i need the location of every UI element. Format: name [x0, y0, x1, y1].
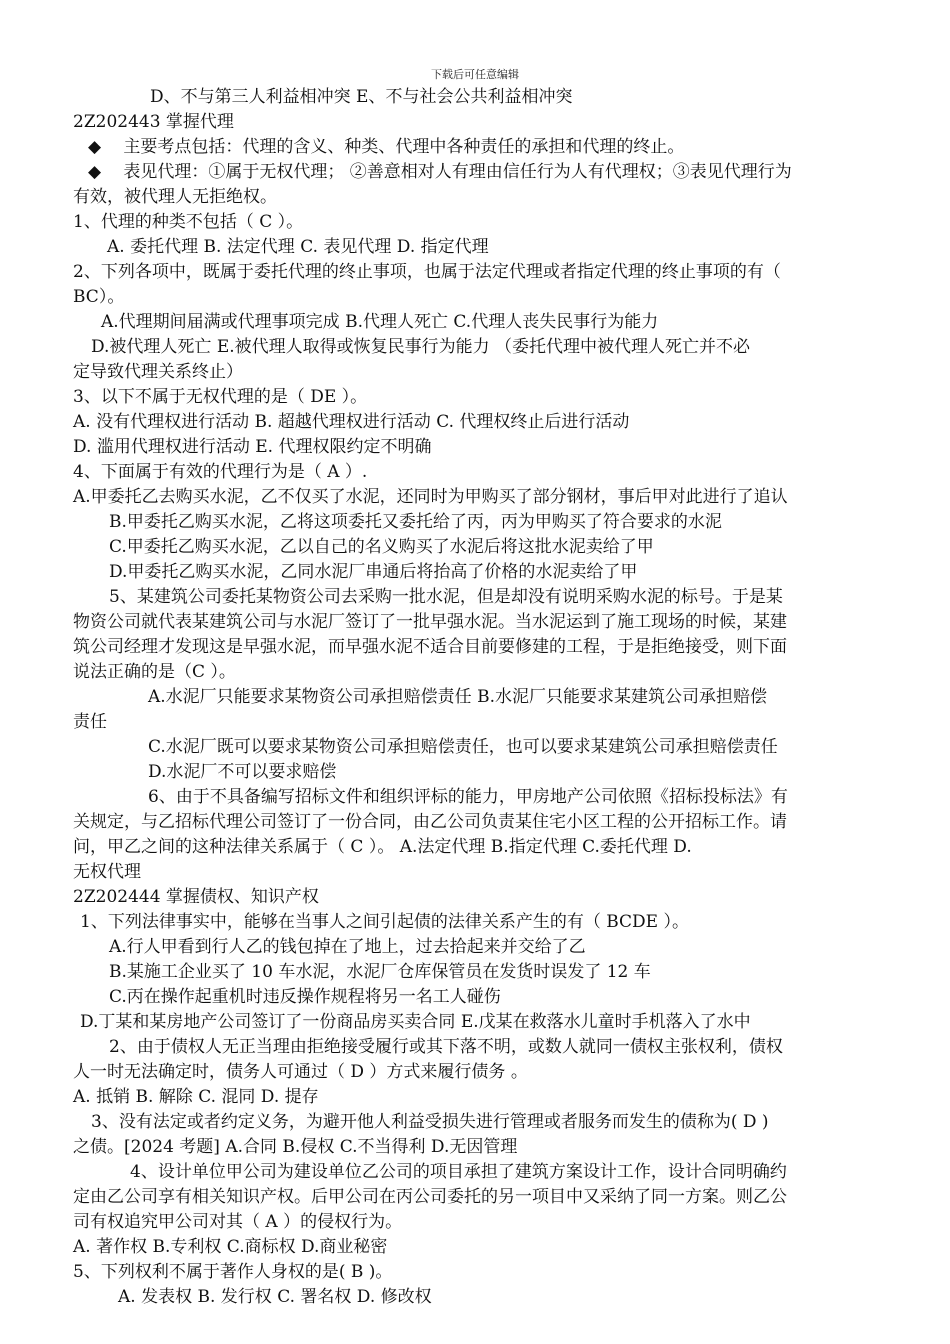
line-text: C.水泥厂既可以要求某物资公司承担赔偿责任，也可以要求某建筑公司承担赔偿责任	[148, 737, 778, 757]
line-text: 表见代理：①属于无权代理； ②善意相对人有理由信任行为人有代理权；③表见代理行为	[118, 162, 792, 182]
text-line	[118, 1287, 432, 1307]
line-text: B.某施工企业买了 10 车水泥，水泥厂仓库保管员在发货时误发了 12 车	[109, 962, 651, 982]
text-line	[109, 562, 637, 582]
line-text: C.甲委托乙购买水泥，乙以自己的名义购买了水泥后将这批水泥卖给了甲	[109, 537, 654, 557]
text-line	[109, 987, 501, 1007]
text-line	[73, 1062, 528, 1082]
line-text: 4、下面属于有效的代理行为是（ A ）.	[73, 462, 368, 482]
text-line	[73, 1237, 387, 1257]
line-text: 2Z202443 掌握代理	[73, 112, 234, 132]
line-text: 3、以下不属于无权代理的是（ DE ）。	[73, 387, 368, 407]
line-text: D. 滥用代理权进行活动 E. 代理权限约定不明确	[73, 437, 432, 457]
line-text: D、不与第三人利益相冲突 E、不与社会公共利益相冲突	[150, 87, 573, 107]
text-line	[73, 287, 124, 307]
text-line	[73, 212, 303, 232]
text-line	[73, 887, 319, 907]
line-text: 定由乙公司享有相关知识产权。后甲公司在丙公司委托的另一项目中又采纳了同一方案。则乙公	[73, 1187, 787, 1207]
line-text: 司有权追究甲公司对其（ A ）的侵权行为。	[73, 1212, 403, 1232]
line-text: 无权代理	[73, 862, 141, 882]
text-line	[73, 437, 431, 457]
text-line	[73, 862, 141, 882]
text-line	[73, 812, 787, 832]
line-text: A.水泥厂只能要求某物资公司承担赔偿责任 B.水泥厂只能要求某建筑公司承担赔偿	[148, 687, 767, 707]
text-line	[148, 762, 336, 782]
text-line	[73, 487, 788, 507]
text-line	[73, 112, 234, 132]
text-line	[107, 237, 489, 257]
text-line	[109, 537, 654, 557]
text-line	[73, 1087, 319, 1107]
text-line	[91, 1112, 769, 1132]
line-text: A.甲委托乙去购买水泥，乙不仅买了水泥，还同时为甲购买了部分钢材，事后甲对此进行了追认	[73, 487, 788, 507]
line-text: 主要考点包括：代理的含义、种类、代理中各种责任的承担和代理的终止。	[118, 137, 685, 157]
line-text: A. 著作权 B.专利权 C.商标权 D.商业秘密	[73, 1237, 388, 1257]
bullet-icon: ◆	[88, 162, 102, 182]
text-line	[101, 312, 658, 332]
bullet-icon: ◆	[88, 137, 102, 157]
line-text: C.丙在操作起重机时违反操作规程将另一名工人碰伤	[109, 987, 501, 1007]
line-text: 2、由于债权人无正当理由拒绝接受履行或其下落不明，或数人就同一债权主张权利，债权	[109, 1037, 783, 1057]
text-line	[148, 687, 767, 707]
line-text: 4、设计单位甲公司为建设单位乙公司的项目承担了建筑方案设计工作，设计合同明确约	[130, 1162, 787, 1182]
line-text: 6、由于不具备编写招标文件和组织评标的能力，甲房地产公司依照《招标投标法》有	[148, 787, 788, 807]
line-text: A.行人甲看到行人乙的钱包掉在了地上，过去拾起来并交给了乙	[109, 937, 586, 957]
line-text: A.代理期间届满或代理事项完成 B.代理人死亡 C.代理人丧失民事行为能力	[101, 312, 659, 332]
line-text: BC）。	[73, 287, 125, 307]
line-text: B.甲委托乙购买水泥，乙将这项委托又委托给了丙，丙为甲购买了符合要求的水泥	[109, 512, 722, 532]
text-line	[109, 512, 722, 532]
text-line	[80, 1012, 751, 1032]
text-line	[73, 612, 787, 632]
line-text: A. 没有代理权进行活动 B. 超越代理权进行活动 C. 代理权终止后进行活动	[73, 412, 630, 432]
text-line	[130, 1162, 787, 1182]
line-text: 2Z202444 掌握债权、知识产权	[73, 887, 319, 907]
line-text: 人一时无法确定时，债务人可通过（ D ）方式来履行债务 。	[73, 1062, 528, 1082]
text-line	[88, 137, 684, 157]
line-text: 物资公司就代表某建筑公司与水泥厂签订了一批早强水泥。当水泥运到了施工现场的时候，某建	[73, 612, 787, 632]
page-header: 下载后可任意编辑	[431, 68, 519, 81]
line-text: 筑公司经理才发现这是早强水泥，而早强水泥不适合目前要修建的工程，于是拒绝接受，则下面	[73, 637, 787, 657]
line-text: 1、代理的种类不包括（ C ）。	[73, 212, 304, 232]
text-line	[148, 787, 788, 807]
text-line	[73, 262, 781, 282]
text-line	[88, 162, 792, 182]
line-text: D.甲委托乙购买水泥，乙同水泥厂串通后将抬高了价格的水泥卖给了甲	[109, 562, 638, 582]
line-text: 说法正确的是（C ）。	[73, 662, 236, 682]
line-text: A. 委托代理 B. 法定代理 C. 表见代理 D. 指定代理	[107, 237, 489, 257]
text-line	[73, 1212, 402, 1232]
text-line	[73, 662, 236, 682]
text-line	[73, 412, 629, 432]
line-text: 5、下列权利不属于著作人身权的是( B )。	[73, 1262, 393, 1282]
text-line	[73, 387, 367, 407]
text-line	[73, 1137, 517, 1157]
text-line	[150, 87, 572, 107]
text-line	[73, 362, 243, 382]
line-text: 1、下列法律事实中，能够在当事人之间引起债的法律关系产生的有（ BCDE ）。	[80, 912, 689, 932]
line-text: 有效，被代理人无拒绝权。	[73, 187, 277, 207]
line-text: 之债。[2024 考题] A.合同 B.侵权 C.不当得利 D.无因管理	[73, 1137, 518, 1157]
text-line	[109, 587, 783, 607]
text-line	[148, 737, 778, 757]
line-text: 定导致代理关系终止）	[73, 362, 243, 382]
text-line	[73, 1187, 787, 1207]
text-line	[91, 337, 750, 357]
line-text: 问，甲乙之间的这种法律关系属于（ C ）。 A.法定代理 B.指定代理 C.委托代理 D.	[73, 837, 692, 857]
text-line	[109, 962, 651, 982]
text-line	[73, 712, 107, 732]
line-text: 3、没有法定或者约定义务，为避开他人利益受损失进行管理或者服务而发生的债称为( D )	[91, 1112, 769, 1132]
text-line	[80, 912, 689, 932]
line-text: D.被代理人死亡 E.被代理人取得或恢复民事行为能力 （委托代理中被代理人死亡并不必	[91, 337, 751, 357]
text-line	[73, 837, 692, 857]
text-line	[73, 462, 367, 482]
line-text: 2、下列各项中，既属于委托代理的终止事项，也属于法定代理或者指定代理的终止事项的有（	[73, 262, 781, 282]
line-text: A. 抵销 B. 解除 C. 混同 D. 提存	[73, 1087, 319, 1107]
text-line	[73, 1262, 392, 1282]
line-text: 关规定，与乙招标代理公司签订了一份合同，由乙公司负责某住宅小区工程的公开招标工作。请	[73, 812, 787, 832]
text-line	[109, 1037, 783, 1057]
line-text: A. 发表权 B. 发行权 C. 署名权 D. 修改权	[118, 1287, 432, 1307]
line-text: D.水泥厂不可以要求赔偿	[148, 762, 337, 782]
line-text: D.丁某和某房地产公司签订了一份商品房买卖合同 E.戊某在救落水儿童时手机落入了水中	[80, 1012, 751, 1032]
text-line	[73, 187, 277, 207]
line-text: 责任	[73, 712, 107, 732]
text-line	[73, 637, 787, 657]
line-text: 5、某建筑公司委托某物资公司去采购一批水泥，但是却没有说明采购水泥的标号。于是某	[109, 587, 783, 607]
text-line	[109, 937, 586, 957]
